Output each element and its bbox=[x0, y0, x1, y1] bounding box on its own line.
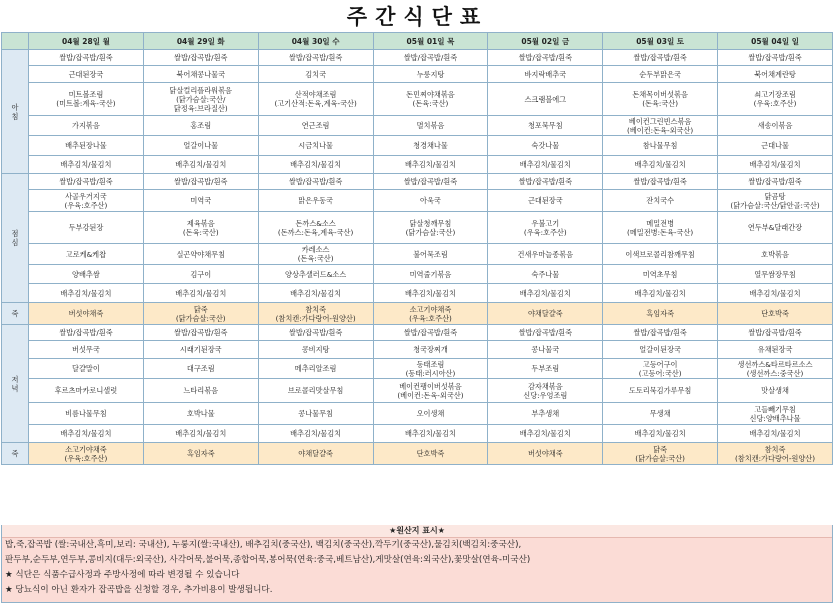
menu-cell: 미역줄기볶음 bbox=[373, 265, 488, 284]
menu-cell: 쌀밥/잡곡밥/흰죽 bbox=[143, 325, 258, 341]
menu-row bbox=[2, 190, 833, 212]
menu-cell: 돈민찌야채볶음 (돈육:국산) bbox=[373, 83, 488, 116]
menu-cell: 쌀밥/잡곡밥/흰죽 bbox=[373, 325, 488, 341]
menu-cell: 동태조림 (동태:러시아산) bbox=[373, 359, 488, 379]
menu-cell: 배추김치/물김치 bbox=[488, 156, 603, 174]
menu-cell: 도토리묵김가루무침 bbox=[603, 379, 718, 403]
menu-cell: 참나물무침 bbox=[603, 136, 718, 156]
menu-cell: 배추김치/물김치 bbox=[258, 156, 373, 174]
day-header: 04월 30일 수 bbox=[258, 33, 373, 50]
menu-cell: 콩비지탕 bbox=[258, 341, 373, 359]
menu-cell: 두부강된장 bbox=[29, 212, 144, 244]
meal-label-char: 저 bbox=[11, 374, 19, 384]
menu-row bbox=[2, 379, 833, 403]
menu-cell: 카레소스 (돈육:국산) bbox=[258, 244, 373, 265]
meal-label bbox=[2, 303, 29, 325]
menu-cell: 쌀밥/잡곡밥/흰죽 bbox=[143, 50, 258, 66]
menu-cell: 쌀밥/잡곡밥/흰죽 bbox=[373, 174, 488, 190]
menu-cell: 배추김치/물김치 bbox=[603, 156, 718, 174]
menu-cell: 무생채 bbox=[603, 403, 718, 425]
day-header: 04월 28일 월 bbox=[29, 33, 144, 50]
menu-row bbox=[2, 425, 833, 443]
menu-cell: 미트볼조림 (미트볼:계육-국산) bbox=[29, 83, 144, 116]
meal-label-char: 죽 bbox=[11, 309, 19, 318]
meal-label bbox=[2, 443, 29, 465]
menu-row bbox=[2, 325, 833, 341]
menu-cell: 닭죽 (닭가슴살:국산) bbox=[143, 303, 258, 325]
menu-cell: 비름나물무침 bbox=[29, 403, 144, 425]
menu-cell: 참치죽 (참치캔:가다랑어-원양산) bbox=[718, 443, 833, 465]
menu-cell: 이색브로콜리참깨무침 bbox=[603, 244, 718, 265]
menu-row bbox=[2, 174, 833, 190]
menu-cell: 버섯야채죽 bbox=[29, 303, 144, 325]
menu-row bbox=[2, 66, 833, 83]
menu-cell: 배추김치/물김치 bbox=[258, 425, 373, 443]
menu-cell: 북어채콩나물국 bbox=[143, 66, 258, 83]
menu-cell: 쌀밥/잡곡밥/흰죽 bbox=[29, 50, 144, 66]
meal-label-char: 심 bbox=[11, 238, 19, 247]
menu-cell: 근대나물 bbox=[718, 136, 833, 156]
origin-line: 판두부,순두부,연두부,콩비지(대두:외국산), 사각어묵,불어묵,종합어묵,봉어묵(연육:중국,베트남산),게맛살(연육:외국산),꽃맛살(연육-미국산) bbox=[5, 555, 531, 565]
menu-cell: 배추김치/물김치 bbox=[373, 425, 488, 443]
meal-label-char: 아 bbox=[11, 102, 19, 112]
header-corner bbox=[2, 33, 29, 50]
menu-cell: 스크램블에그 bbox=[488, 83, 603, 116]
menu-cell: 산적야채조림 (고기산적:돈육,계육-국산) bbox=[258, 83, 373, 116]
menu-cell: 열무쌈장무침 bbox=[718, 265, 833, 284]
menu-cell: 배추김치/물김치 bbox=[718, 284, 833, 303]
menu-cell: 쌀밥/잡곡밥/흰죽 bbox=[29, 325, 144, 341]
menu-cell: 고등어구이 (고등어:국산) bbox=[603, 359, 718, 379]
menu-cell: 콩나물무침 bbox=[258, 403, 373, 425]
meal-label-char: 점 bbox=[11, 229, 19, 238]
menu-row bbox=[2, 403, 833, 425]
menu-cell: 쌀밥/잡곡밥/흰죽 bbox=[488, 325, 603, 341]
menu-cell: 청경채나물 bbox=[373, 136, 488, 156]
origin-line: 밥,죽,잡곡밥 (쌀:국내산,흑미,보리: 국내산), 누룽지(쌀:국내산), 배추김치(중국산), 백김치(중국산),깍두기(중국산),물김치(백김치:중국산), bbox=[5, 540, 522, 550]
menu-cell: 버섯무국 bbox=[29, 341, 144, 359]
menu-cell: 불어묵조림 bbox=[373, 244, 488, 265]
menu-cell: 미역국 bbox=[143, 190, 258, 212]
menu-cell: 사골우거지국 (우육:호주산) bbox=[29, 190, 144, 212]
menu-cell: 쌀밥/잡곡밥/흰죽 bbox=[488, 50, 603, 66]
menu-row bbox=[2, 83, 833, 116]
menu-cell: 순두부맑은국 bbox=[603, 66, 718, 83]
meal-label bbox=[2, 325, 29, 443]
menu-cell: 흑임자죽 bbox=[603, 303, 718, 325]
menu-change-note: ★ 식단은 식품수급사정과 주방사정에 따라 변경될 수 있습니다 bbox=[5, 570, 240, 580]
menu-row bbox=[2, 50, 833, 66]
meal-label bbox=[2, 174, 29, 303]
menu-cell: 단호박죽 bbox=[718, 303, 833, 325]
menu-cell: 미역초무침 bbox=[603, 265, 718, 284]
meal-label bbox=[2, 50, 29, 174]
menu-cell: 돈채목이버섯볶음 (돈육:국산) bbox=[603, 83, 718, 116]
menu-row bbox=[2, 116, 833, 136]
day-header: 05월 04일 일 bbox=[718, 33, 833, 50]
menu-cell: 배추김치/물김치 bbox=[603, 284, 718, 303]
menu-row bbox=[2, 284, 833, 303]
menu-cell: 닭살청깨무침 (닭가슴살:국산) bbox=[373, 212, 488, 244]
meal-label-char: 녁 bbox=[11, 383, 19, 393]
menu-cell: 연두부&달래간장 bbox=[718, 212, 833, 244]
menu-cell: 버섯야채죽 bbox=[488, 443, 603, 465]
menu-cell: 메추리알조림 bbox=[258, 359, 373, 379]
menu-row bbox=[2, 244, 833, 265]
menu-cell: 후르츠마카로니샐럿 bbox=[29, 379, 144, 403]
menu-row bbox=[2, 359, 833, 379]
menu-cell: 두부조림 bbox=[488, 359, 603, 379]
menu-cell: 배추김치/물김치 bbox=[29, 425, 144, 443]
origin-title: ★원산지 표시★ bbox=[2, 525, 832, 538]
menu-row bbox=[2, 303, 833, 325]
origin-legend bbox=[1, 525, 833, 603]
menu-cell: 멸치볶음 bbox=[373, 116, 488, 136]
menu-cell: 달걀말이 bbox=[29, 359, 144, 379]
menu-cell: 누룽지탕 bbox=[373, 66, 488, 83]
grain-rice-note: ★ 당뇨식이 아닌 환자가 잡곡밥을 신청할 경우, 추가비용이 발생됩니다. bbox=[5, 585, 273, 595]
menu-cell: 소고기야채죽 (우육:호주산) bbox=[373, 303, 488, 325]
menu-cell: 쌀밥/잡곡밥/흰죽 bbox=[718, 325, 833, 341]
menu-cell: 베이컨그린빈스볶음 (베이컨:돈육-외국산) bbox=[603, 116, 718, 136]
menu-cell: 배추김치/물김치 bbox=[29, 156, 144, 174]
menu-cell: 건새우마늘종볶음 bbox=[488, 244, 603, 265]
menu-cell: 참치죽 (참치캔:가다랑어-원양산) bbox=[258, 303, 373, 325]
menu-cell: 양배추쌈 bbox=[29, 265, 144, 284]
day-header: 05월 02일 금 bbox=[488, 33, 603, 50]
menu-cell: 얼갈이된장국 bbox=[603, 341, 718, 359]
menu-cell: 쌀밥/잡곡밥/흰죽 bbox=[603, 325, 718, 341]
menu-cell: 쌀밥/잡곡밥/흰죽 bbox=[718, 50, 833, 66]
menu-cell: 배추된장나물 bbox=[29, 136, 144, 156]
menu-cell: 생선까스&타르타르소스 (생선까스:중국산) bbox=[718, 359, 833, 379]
meal-label-char: 죽 bbox=[11, 449, 19, 458]
menu-cell: 제육볶음 (돈육:국산) bbox=[143, 212, 258, 244]
menu-cell: 잔치국수 bbox=[603, 190, 718, 212]
menu-cell: 북어채계란탕 bbox=[718, 66, 833, 83]
menu-cell: 쌀밥/잡곡밥/흰죽 bbox=[373, 50, 488, 66]
menu-cell: 시금치나물 bbox=[258, 136, 373, 156]
menu-cell: 청국장찌개 bbox=[373, 341, 488, 359]
menu-cell: 콩나물국 bbox=[488, 341, 603, 359]
menu-cell: 호박나물 bbox=[143, 403, 258, 425]
menu-cell: 새송이볶음 bbox=[718, 116, 833, 136]
menu-cell: 메밀전병 (메밀전병:돈육-국산) bbox=[603, 212, 718, 244]
menu-cell: 배추김치/물김치 bbox=[718, 156, 833, 174]
menu-cell: 쌀밥/잡곡밥/흰죽 bbox=[258, 174, 373, 190]
menu-cell: 얼갈이나물 bbox=[143, 136, 258, 156]
menu-cell: 바지락배추국 bbox=[488, 66, 603, 83]
menu-cell: 오이생채 bbox=[373, 403, 488, 425]
menu-cell: 김치국 bbox=[258, 66, 373, 83]
menu-cell: 김구이 bbox=[143, 265, 258, 284]
menu-cell: 쌀밥/잡곡밥/흰죽 bbox=[603, 174, 718, 190]
menu-row bbox=[2, 341, 833, 359]
menu-cell: 대구조림 bbox=[143, 359, 258, 379]
menu-row bbox=[2, 212, 833, 244]
menu-cell: 배추김치/물김치 bbox=[258, 284, 373, 303]
menu-cell: 닭죽 (닭가슴살:국산) bbox=[603, 443, 718, 465]
menu-cell: 배추김치/물김치 bbox=[488, 284, 603, 303]
menu-row bbox=[2, 136, 833, 156]
menu-cell: 야채달걀죽 bbox=[488, 303, 603, 325]
menu-cell: 맑은우동국 bbox=[258, 190, 373, 212]
menu-cell: 쌀밥/잡곡밥/흰죽 bbox=[718, 174, 833, 190]
menu-cell: 호박볶음 bbox=[718, 244, 833, 265]
menu-cell: 가지볶음 bbox=[29, 116, 144, 136]
menu-cell: 브로콜리맛살무침 bbox=[258, 379, 373, 403]
menu-row bbox=[2, 443, 833, 465]
menu-row bbox=[2, 265, 833, 284]
menu-cell: 베이컨팽이버섯볶음 (베이컨:돈육-외국산) bbox=[373, 379, 488, 403]
menu-cell: 쌀밥/잡곡밥/흰죽 bbox=[143, 174, 258, 190]
menu-cell: 쇠고기장조림 (우육:호주산) bbox=[718, 83, 833, 116]
menu-cell: 실곤약야채무침 bbox=[143, 244, 258, 265]
day-header: 05월 03일 토 bbox=[603, 33, 718, 50]
meal-label-char: 침 bbox=[11, 111, 19, 121]
menu-cell: 배추김치/물김치 bbox=[603, 425, 718, 443]
menu-cell: 아욱국 bbox=[373, 190, 488, 212]
menu-cell: 돈까스&소스 (돈까스:돈육,계육-국산) bbox=[258, 212, 373, 244]
menu-cell: 배추김치/물김치 bbox=[373, 156, 488, 174]
day-header: 04월 29일 화 bbox=[143, 33, 258, 50]
menu-cell: 근대된장국 bbox=[488, 190, 603, 212]
menu-cell: 단호박죽 bbox=[373, 443, 488, 465]
menu-cell: 쌀밥/잡곡밥/흰죽 bbox=[488, 174, 603, 190]
menu-cell: 소고기야채죽 (우육:호주산) bbox=[29, 443, 144, 465]
menu-cell: 우불고기 (우육:호주산) bbox=[488, 212, 603, 244]
menu-cell: 닭곰탕 (닭가슴살:국산/닭안골:국산) bbox=[718, 190, 833, 212]
menu-cell: 느타리볶음 bbox=[143, 379, 258, 403]
menu-cell: 고로케&케찹 bbox=[29, 244, 144, 265]
menu-cell: 쌀밥/잡곡밥/흰죽 bbox=[603, 50, 718, 66]
menu-cell: 부추생채 bbox=[488, 403, 603, 425]
weekly-menu-table bbox=[1, 32, 833, 465]
menu-cell: 배추김치/물김치 bbox=[143, 156, 258, 174]
menu-cell: 근대된장국 bbox=[29, 66, 144, 83]
menu-row bbox=[2, 156, 833, 174]
menu-cell: 연근조림 bbox=[258, 116, 373, 136]
menu-cell: 배추김치/물김치 bbox=[29, 284, 144, 303]
menu-cell: 배추김치/물김치 bbox=[373, 284, 488, 303]
menu-cell: 배추김치/물김치 bbox=[488, 425, 603, 443]
menu-cell: 흑임자죽 bbox=[143, 443, 258, 465]
menu-cell: 야채달걀죽 bbox=[258, 443, 373, 465]
menu-cell: 배추김치/물김치 bbox=[143, 284, 258, 303]
day-header: 05월 01일 목 bbox=[373, 33, 488, 50]
menu-cell: 홍조림 bbox=[143, 116, 258, 136]
menu-cell: 닭살컬리플라워볶음 (닭가슴살:국산/ 닭정육:브라질산) bbox=[143, 83, 258, 116]
menu-cell: 쌀밥/잡곡밥/흰죽 bbox=[258, 50, 373, 66]
menu-cell: 배추김치/물김치 bbox=[718, 425, 833, 443]
menu-cell: 청포묵무침 bbox=[488, 116, 603, 136]
menu-cell: 쌀밥/잡곡밥/흰죽 bbox=[258, 325, 373, 341]
menu-cell: 숙갓나물 bbox=[488, 136, 603, 156]
menu-cell: 감자채볶음 신당:우엉조림 bbox=[488, 379, 603, 403]
menu-cell: 맛살생채 bbox=[718, 379, 833, 403]
menu-cell: 쌀밥/잡곡밥/흰죽 bbox=[29, 174, 144, 190]
day-header-row bbox=[2, 33, 833, 50]
menu-cell: 양상추샐러드&소스 bbox=[258, 265, 373, 284]
page-title: 주간식단표 bbox=[346, 5, 489, 29]
menu-cell: 고들빼기무침 신당:양배추나물 bbox=[718, 403, 833, 425]
menu-cell: 숙주나물 bbox=[488, 265, 603, 284]
menu-cell: 유채된장국 bbox=[718, 341, 833, 359]
menu-cell: 시래기된장국 bbox=[143, 341, 258, 359]
menu-cell: 배추김치/물김치 bbox=[143, 425, 258, 443]
